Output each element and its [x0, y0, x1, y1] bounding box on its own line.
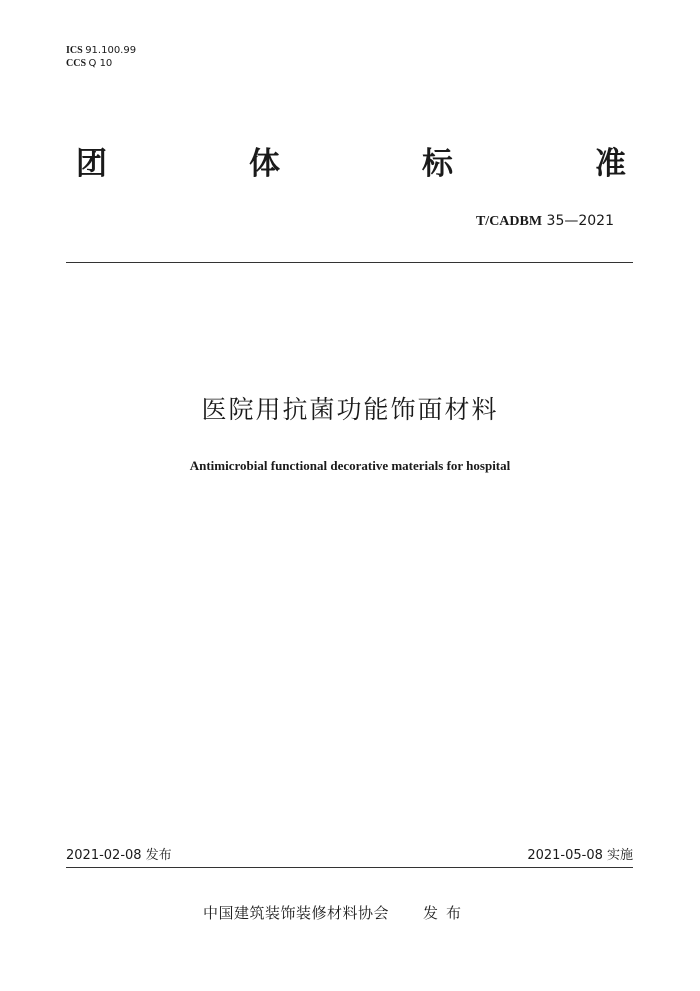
- standard-type-char: 体: [249, 146, 280, 182]
- ccs-label: CCS: [66, 58, 87, 69]
- standard-type-heading: [76, 146, 626, 182]
- ccs-code: [66, 57, 136, 70]
- standard-number-value: 35—2021: [546, 213, 614, 229]
- publisher-action: 发布: [423, 904, 470, 922]
- title-english: Antimicrobial functional decorative materials for hospital: [189, 458, 511, 473]
- ics-code: [66, 44, 136, 57]
- ics-value: 91.100.99: [85, 45, 137, 56]
- implementation-date: 2021-05-08 实施: [527, 848, 633, 863]
- standard-type-char: 团: [76, 146, 107, 182]
- standard-code: T/CADBM: [475, 214, 543, 229]
- title-chinese: 医院用抗菌功能饰面材料: [201, 395, 499, 424]
- ics-label: ICS: [66, 45, 83, 56]
- publisher-line: [203, 903, 469, 923]
- standard-type-char: 准: [595, 146, 626, 182]
- standard-number: [476, 212, 614, 231]
- standard-type-char: 标: [422, 146, 453, 182]
- top-divider: [66, 262, 633, 263]
- issue-date: 2021-02-08 发布: [66, 848, 172, 863]
- publisher-name: 中国建筑装饰装修材料协会: [203, 904, 390, 922]
- bottom-divider: [66, 867, 633, 868]
- classification-codes: [66, 44, 136, 70]
- ccs-value: Q 10: [88, 58, 113, 69]
